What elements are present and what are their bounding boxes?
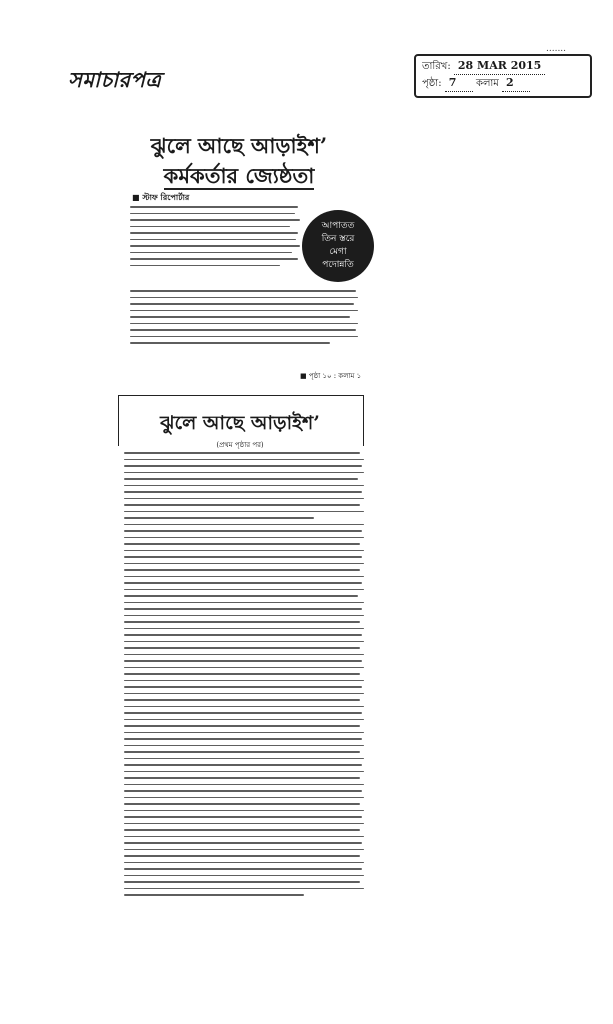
article-body-text-block-1 [130,206,300,271]
highlight-circle [302,210,374,282]
article-headline-line2-text: কর্মকর্তার জ্যেষ্ঠতা [163,163,315,188]
article-body-text-block-2 [130,290,358,349]
stamp-date-row: তারিখ: 28 MAR 2015 [422,58,584,75]
stamp-page-row: পৃষ্ঠা: 7 কলাম 2 [422,75,584,92]
article-headline-line1: ঝুলে আছে আড়াইশ’ [150,133,328,158]
continuation-body-text [124,452,364,901]
article-byline: ■ স্টাফ রিপোর্টার [132,192,190,202]
article-headline-line2 [128,160,350,195]
stamp-page-label: পৃষ্ঠা [422,78,439,89]
continuation-from-page: (প্রথম পৃষ্ঠার পর) [216,441,264,449]
stamp-page-value: 7 [445,75,473,92]
stamp-date-value: 28 MAR 2015 [454,58,545,75]
highlight-circle-line3: মেগা [329,247,347,257]
stamp-column-label: কলাম [475,78,499,89]
stamp-date-label: তারিখ [422,61,448,72]
clipping-stamp [414,54,592,98]
article-continued-ref: ■ পৃষ্ঠা ১০ : কলাম ১ [300,372,362,380]
highlight-circle-line2: তিন স্তরে [321,234,355,244]
stamp-corner-mark: ....... [546,44,567,54]
stamp-column-value: 2 [502,75,530,92]
highlight-circle-line4: পদোন্নতি [322,260,354,270]
continuation-headline: ঝুলে আছে আড়াইশ’ [160,412,320,434]
highlight-circle-line1: আপাতত [321,221,355,231]
newspaper-masthead: সমাচারপত্র [68,67,162,92]
